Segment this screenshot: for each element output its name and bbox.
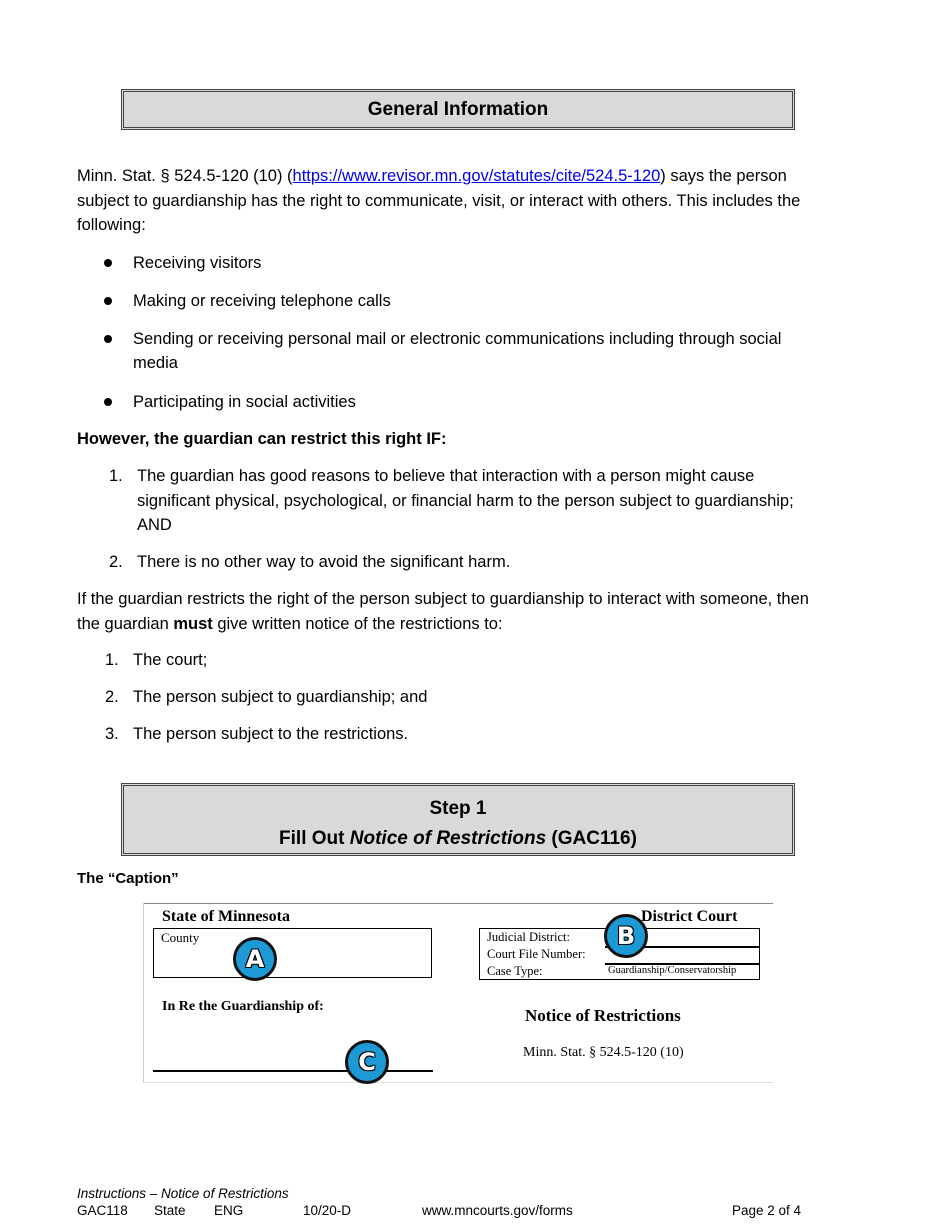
bullet-dot xyxy=(104,398,112,406)
callout-letter-b: B xyxy=(616,922,636,950)
caption-heading: The “Caption” xyxy=(77,870,179,887)
condition-1-line3: AND xyxy=(137,516,172,534)
intro-suffix: ) says the person xyxy=(660,167,787,185)
bullet-dot xyxy=(104,259,112,267)
callout-badge-c xyxy=(345,1040,389,1084)
recipient-court: The court; xyxy=(133,651,208,669)
caption-image xyxy=(143,903,773,1083)
statute-reference: Minn. Stat. § 524.5-120 (10) xyxy=(523,1045,684,1060)
step-1-label: Step 1 xyxy=(429,798,487,819)
judicial-district-label: Judicial District: xyxy=(487,930,570,944)
notice-must: must xyxy=(173,614,213,633)
recipient-number: 3. xyxy=(105,725,119,743)
notice-line-2 xyxy=(77,612,847,637)
recipient-restricted: The person subject to the restrictions. xyxy=(133,725,409,743)
bullet-item-mail-line2: media xyxy=(133,354,178,372)
footer-doc-title: Instructions – Notice of Restrictions xyxy=(77,1186,289,1201)
bullet-item-mail-line1: Sending or receiving personal mail or electronic communications including through social xyxy=(133,330,782,348)
statute-link[interactable]: https://www.revisor.mn.gov/statutes/cite/524.5-120 xyxy=(292,167,661,185)
intro-paragraph xyxy=(77,164,847,238)
bullet-item-visitors: Receiving visitors xyxy=(133,254,262,272)
county-box xyxy=(153,928,432,978)
callout-letter-a: A xyxy=(245,945,265,973)
step-1-header xyxy=(121,783,795,856)
general-information-title: General Information xyxy=(367,99,549,120)
caption-bottom-border xyxy=(143,1082,773,1083)
court-file-number-label: Court File Number: xyxy=(487,947,586,961)
caption-court-title: District Court xyxy=(641,908,738,925)
case-type-value: Guardianship/Conservatorship xyxy=(608,965,737,976)
bullet-item-telephone: Making or receiving telephone calls xyxy=(133,292,391,310)
caption-top-border xyxy=(143,903,773,904)
footer-form-code: GAC118 xyxy=(77,1203,128,1218)
notice-line-2-post: give written notice of the restrictions to: xyxy=(212,614,503,633)
recipient-number: 1. xyxy=(105,651,119,669)
however-heading: However, the guardian can restrict this right IF: xyxy=(77,430,447,448)
recipient-person: The person subject to guardianship; and xyxy=(133,688,428,706)
condition-number: 1. xyxy=(109,467,123,485)
guardianship-name-line xyxy=(153,1070,433,1072)
step-1-pre: Fill Out xyxy=(279,828,350,849)
intro-line-1 xyxy=(77,164,847,189)
notice-line-1: If the guardian restricts the right of the person subject to guardianship to interact with someone, then xyxy=(77,590,809,608)
in-re-label: In Re the Guardianship of: xyxy=(162,999,324,1014)
bullet-item-social: Participating in social activities xyxy=(133,393,356,411)
condition-1 xyxy=(137,464,794,538)
notice-title: Notice of Restrictions xyxy=(525,1006,681,1025)
step-1-form-code: (GAC116) xyxy=(546,828,637,849)
callout-letter-c: C xyxy=(358,1048,376,1076)
caption-left-border xyxy=(143,903,144,1083)
notice-paragraph xyxy=(77,587,847,636)
recipient-number: 2. xyxy=(105,688,119,706)
footer-website: www.mncourts.gov/forms xyxy=(422,1203,573,1218)
condition-number: 2. xyxy=(109,553,123,571)
notice-line-2-pre: the guardian xyxy=(77,614,174,633)
condition-1-line1: The guardian has good reasons to believe that interaction with a person might cause xyxy=(137,467,755,485)
callout-badge-a xyxy=(233,937,277,981)
step-1-form-name: Notice of Restrictions xyxy=(349,828,547,849)
callout-badge-b xyxy=(604,914,648,958)
general-information-header xyxy=(121,89,795,130)
intro-line-3: following: xyxy=(77,216,146,234)
caption-state: State of Minnesota xyxy=(162,908,290,925)
footer-language: ENG xyxy=(214,1203,244,1218)
county-label: County xyxy=(161,930,200,945)
intro-prefix: Minn. Stat. § 524.5-120 (10) ( xyxy=(77,167,293,185)
bullet-dot xyxy=(104,297,112,305)
footer-revision: 10/20-D xyxy=(303,1203,352,1218)
condition-1-line2: significant physical, psychological, or financial harm to the person subject to guardianship; xyxy=(137,491,794,510)
intro-line-2: subject to guardianship has the right to communicate, visit, or interact with others. This includes the xyxy=(77,191,801,210)
condition-2: There is no other way to avoid the significant harm. xyxy=(137,553,511,571)
footer-scope: State xyxy=(154,1203,186,1218)
footer-page-number: Page 2 of 4 xyxy=(732,1203,802,1218)
case-type-label: Case Type: xyxy=(487,964,543,978)
step-1-subtitle xyxy=(124,824,792,854)
bullet-dot xyxy=(104,335,112,343)
